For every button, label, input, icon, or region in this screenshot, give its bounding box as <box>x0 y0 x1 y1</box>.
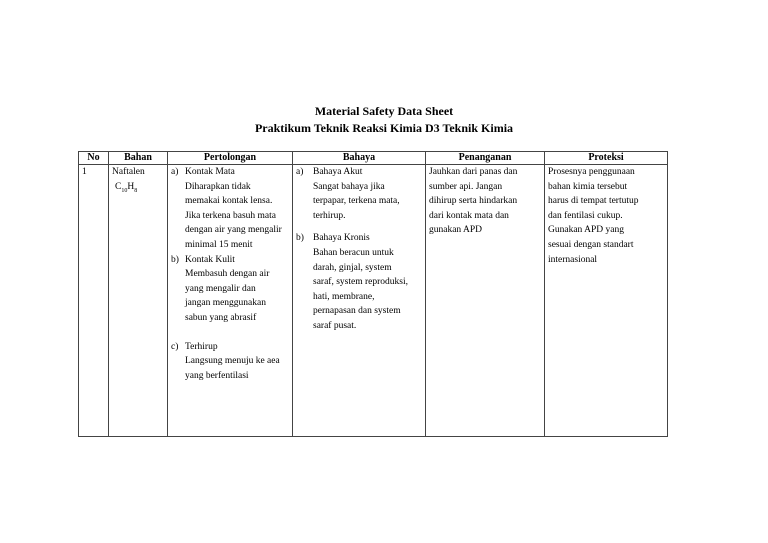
item-title: Kontak Kulit <box>185 254 235 265</box>
item-line: minimal 15 menit <box>185 239 253 250</box>
column-header-bahan: Bahan <box>109 152 168 165</box>
bahan-name: Naftalen <box>112 167 145 177</box>
item-marker: a) <box>171 167 179 177</box>
text-line: dihirup serta hindarkan <box>429 196 518 207</box>
item-line: pernapasan dan system <box>313 306 401 317</box>
cell-bahan <box>109 165 168 437</box>
column-header-proteksi: Proteksi <box>545 152 668 165</box>
item-line: darah, ginjal, system <box>313 262 392 273</box>
column-header-pertolongan: Pertolongan <box>168 152 293 165</box>
text-line: internasional <box>548 254 598 265</box>
text-line: gunakan APD <box>429 225 483 236</box>
msds-table <box>78 151 668 437</box>
item-line: Jika terkena basuh mata <box>185 210 277 221</box>
item-line: dengan air yang mengalir <box>185 225 282 236</box>
item-line: yang berfentilasi <box>185 370 249 381</box>
item-line: Diharapkan tidak <box>185 181 251 192</box>
item-line: jangan menggunakan <box>185 298 266 309</box>
item-title: Kontak Mata <box>185 167 235 177</box>
table-row <box>79 165 668 437</box>
pertolongan-item-kontak-kulit <box>171 253 289 326</box>
bahan-formula: $C_{10}H_8$ <box>115 181 138 194</box>
item-marker: b) <box>171 254 179 265</box>
text-line: dan fentilasi cukup. <box>548 210 623 221</box>
text-line: harus di tempat tertutup <box>548 196 639 207</box>
document-subtitle: Praktikum Teknik Reaksi Kimia D3 Teknik Kimia <box>254 121 514 135</box>
item-marker: c) <box>171 341 179 352</box>
item-line: terhirup. <box>313 210 346 221</box>
item-title: Bahaya Akut <box>313 167 363 177</box>
text-line: Prosesnya penggunaan <box>548 167 635 177</box>
cell-pertolongan <box>168 165 293 437</box>
item-line: memakai kontak lensa. <box>185 196 273 207</box>
item-line: Bahan beracun untuk <box>313 247 394 258</box>
text-line: dari kontak mata dan <box>429 210 509 221</box>
text-line: Jauhkan dari panas dan <box>429 167 518 177</box>
pertolongan-item-terhirup <box>171 340 289 384</box>
document-title: Material Safety Data Sheet <box>314 104 454 118</box>
cell-bahaya <box>293 165 426 437</box>
cell-proteksi <box>545 165 668 437</box>
cell-no: 1 <box>79 165 109 437</box>
text-line: bahan kimia tersebut <box>548 181 628 192</box>
bahaya-item-kronis <box>296 231 422 333</box>
pertolongan-item-kontak-mata <box>171 165 289 253</box>
column-header-no: No <box>79 152 109 165</box>
cell-penanganan <box>426 165 545 437</box>
item-line: Sangat bahaya jika <box>313 181 385 192</box>
column-header-penanganan: Penanganan <box>426 152 545 165</box>
item-title: Bahaya Kronis <box>313 233 370 244</box>
text-line: sesuai dengan standart <box>548 239 634 250</box>
item-line: terpapar, terkena mata, <box>313 196 400 207</box>
item-title: Terhirup <box>185 341 218 352</box>
table-header-row <box>79 152 668 165</box>
item-line: saraf pusat. <box>313 320 357 331</box>
text-line: sumber api. Jangan <box>429 181 503 192</box>
text-line: Gunakan APD yang <box>548 225 624 236</box>
item-line: Langsung menuju ke aea <box>185 356 280 367</box>
item-marker: a) <box>296 167 304 177</box>
column-header-bahaya: Bahaya <box>293 152 426 165</box>
item-line: hati, membrane, <box>313 291 375 302</box>
item-line: Membasuh dengan air <box>185 269 270 280</box>
item-line: yang mengalir dan <box>185 283 256 294</box>
bahaya-item-akut <box>296 165 422 223</box>
item-line: sabun yang abrasif <box>185 312 257 323</box>
item-line: saraf, system reproduksi, <box>313 277 408 288</box>
item-marker: b) <box>296 233 304 244</box>
